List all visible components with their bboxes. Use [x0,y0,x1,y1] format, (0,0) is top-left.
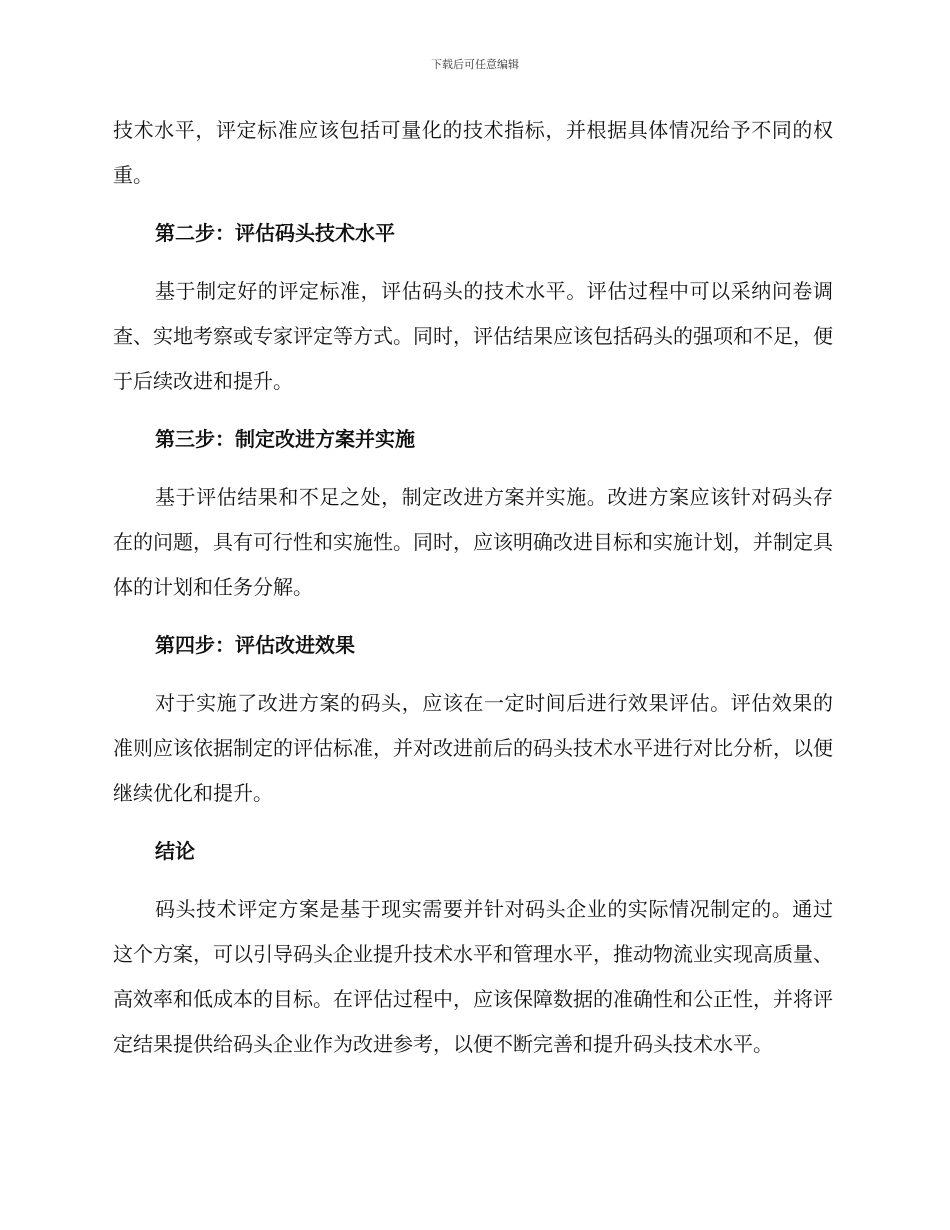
step3-paragraph: 基于评估结果和不足之处，制定改进方案并实施。改进方案应该针对码头存在的问题，具有可行性和实施性。同时，应该明确改进目标和实施计划，并制定具体的计划和任务分解。 [113,485,833,599]
conclusion-heading: 结论 [155,839,195,863]
step3-heading: 第三步：制定改进方案并实施 [155,427,415,451]
conclusion-paragraph: 码头技术评定方案是基于现实需要并针对码头企业的实际情况制定的。通过这个方案，可以引导码头企业提升技术水平和管理水平，推动物流业实现高质量、高效率和低成本的目标。在评估过程中，应该保障数据的准确性和公正性，并将评定结果提供给码头企业作为改进参考，以便不断完善和提升码头技术水平。 [113,897,833,1056]
step4-heading: 第四步：评估改进效果 [155,633,355,657]
step2-paragraph: 基于制定好的评定标准，评估码头的技术水平。评估过程中可以采纳问卷调查、实地考察或专家评定等方式。同时，评估结果应该包括码头的强项和不足，便于后续改进和提升。 [113,279,833,393]
intro-paragraph: 技术水平，评定标准应该包括可量化的技术指标，并根据具体情况给予不同的权重。 [113,118,833,187]
step4-paragraph: 对于实施了改进方案的码头，应该在一定时间后进行效果评估。评估效果的准则应该依据制定的评估标准，并对改进前后的码头技术水平进行对比分析，以便继续优化和提升。 [113,691,833,805]
page-header: 下载后可任意编辑 [431,58,519,71]
step2-heading: 第二步：评估码头技术水平 [155,221,395,245]
document-body [113,108,833,1080]
